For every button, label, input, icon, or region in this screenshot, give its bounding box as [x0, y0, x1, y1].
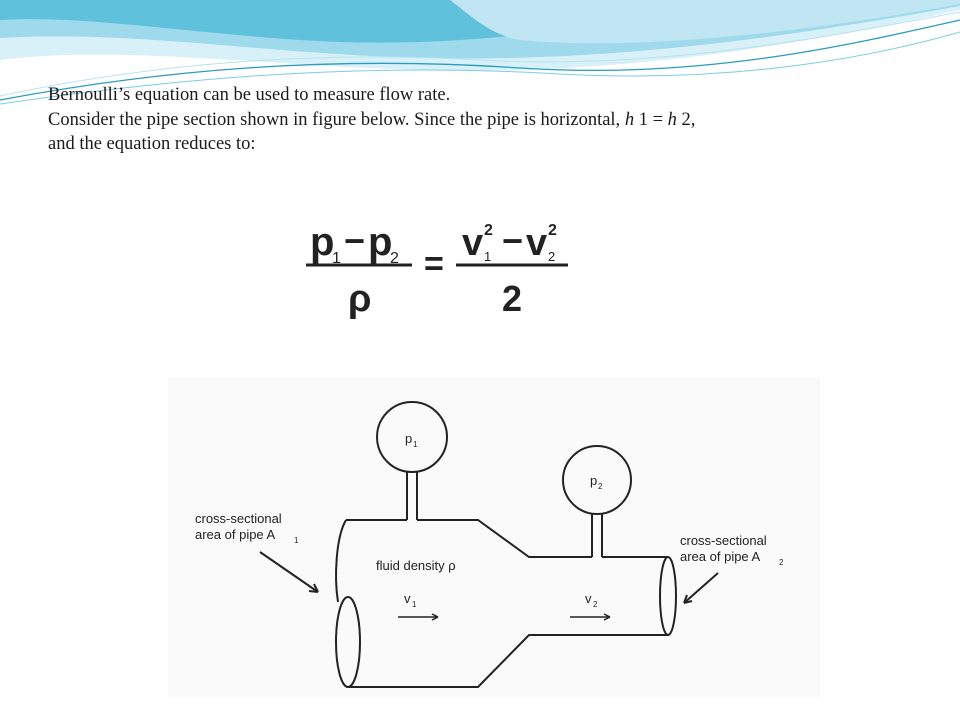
- eq-v2: v: [526, 222, 548, 264]
- gauge-1-sub: 1: [413, 440, 418, 449]
- pipe-outlet-end: [660, 557, 676, 635]
- paragraph-1: Bernoulli’s equation can be used to measure flow rate.: [48, 85, 451, 105]
- pipe-left-top-curve: [336, 520, 346, 602]
- equation-image: [240, 199, 643, 352]
- pipe-bottom-wall: [348, 635, 668, 687]
- h-index-1: 1 =: [634, 109, 668, 130]
- velocity-2-sub: 2: [593, 600, 598, 609]
- eq-equals: =: [424, 245, 444, 283]
- eq-v1-sub: 1: [484, 249, 492, 264]
- eq-minus-lhs: −: [344, 220, 366, 261]
- right-area-label-line2: area of pipe A: [680, 549, 761, 564]
- fluid-density-label: fluid density ρ: [376, 558, 456, 573]
- eq-v2-sup: 2: [548, 222, 557, 239]
- eq-p2: p: [368, 220, 393, 264]
- eq-p1-sub: 1: [332, 250, 341, 267]
- pipe-top-wall: [346, 520, 668, 557]
- right-area-label-line1: cross-sectional: [680, 533, 767, 548]
- gauge-2-sub: 2: [598, 482, 603, 491]
- velocity-1-label: v: [404, 591, 411, 606]
- gauge-1-label: p: [405, 431, 413, 446]
- eq-p1: p: [310, 220, 335, 264]
- eq-rho: ρ: [348, 278, 372, 320]
- paragraph-2-text: Consider the pipe section shown in figure below. Since the pipe is horizontal,: [48, 109, 625, 130]
- right-area-label-sub: 2: [779, 558, 784, 567]
- velocity-1-sub: 1: [412, 600, 417, 609]
- gauge-2-label: p: [590, 473, 598, 488]
- velocity-2-label: v: [585, 591, 592, 606]
- right-area-arrow: [684, 573, 718, 603]
- eq-v1: v: [462, 222, 484, 264]
- h-index-2: 2,: [676, 109, 696, 130]
- eq-two: 2: [502, 278, 523, 319]
- eq-v1-sup: 2: [484, 222, 493, 239]
- slide-body-text: [48, 83, 948, 157]
- pipe-diagram: [168, 377, 820, 697]
- left-area-label-line2: area of pipe A: [195, 527, 276, 542]
- h-variable-2: h: [667, 109, 677, 130]
- pipe-inlet-end: [336, 597, 360, 687]
- paragraph-2: [48, 108, 948, 133]
- left-area-label-sub: 1: [294, 536, 299, 545]
- eq-minus-rhs: −: [502, 220, 524, 261]
- h-variable-1: h: [624, 109, 635, 130]
- left-area-arrow: [260, 552, 318, 592]
- left-area-label-line1: cross-sectional: [195, 511, 282, 526]
- eq-p2-sub: 2: [390, 250, 399, 267]
- eq-v2-sub: 2: [548, 249, 556, 264]
- paragraph-3: and the equation reduces to:: [48, 134, 256, 154]
